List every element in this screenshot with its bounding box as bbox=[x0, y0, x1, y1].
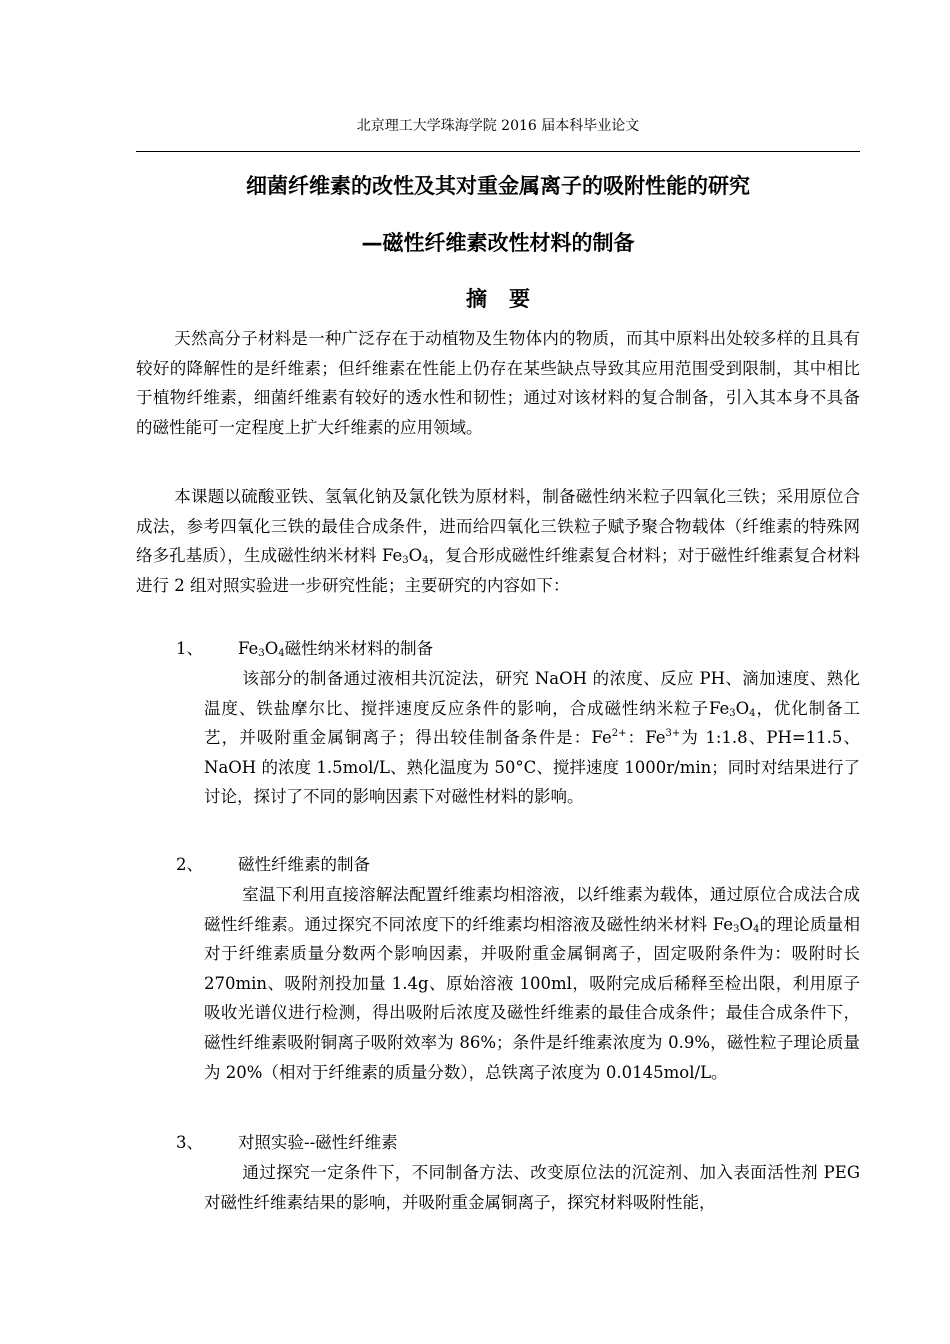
thesis-subtitle: —磁性纤维素改性材料的制备 bbox=[361, 231, 635, 255]
abstract-paragraph-2: 本课题以硫酸亚铁、氢氧化钠及氯化铁为原材料，制备磁性纳米粒子四氧化三铁；采用原位合成法，参考四氧化三铁的最佳合成条件，进而给四氧化三铁粒子赋予聚合物载体（纤维素的特殊网络多孔基质），生成磁性纳米材料 $Fe_3O_4$，复合形成磁性纤维素复合材料；对于磁性纤维素复合材料进行 2 组对照实验进一步研究性能；主要研究的内容如下： bbox=[136, 487, 860, 595]
list-item-2-heading: 2、 磁性纤维素的制备 bbox=[176, 855, 370, 874]
list-item-2-body: 室温下利用直接溶解法配置纤维素均相溶液，以纤维素为载体，通过原位合成法合成磁性纤维素。通过探究不同浓度下的纤维素均相溶液及磁性纳米材料 $Fe_3O_4$的理论质量相对于纤维素质量分数两个影响因素，并吸附重金属铜离子，固定吸附条件为：吸附时长 270min、吸附剂投加量 1.4g、原始溶液 100ml，吸附完成后稀释至检出限，利用原子吸收光谱仪进行检测，得出吸附后浓度及磁性纤维素的最佳合成条件；最佳合成条件下，磁性纤维素吸附铜离子吸附效率为 86%；条件是纤维素浓度为 0.9%，磁性粒子理论质量为 20%（相对于纤维素的质量分数），总铁离子浓度为 0.0145mol/L。 bbox=[204, 885, 861, 1082]
abstract-heading: 摘要 bbox=[466, 287, 552, 311]
thesis-title: 细菌纤维素的改性及其对重金属离子的吸附性能的研究 bbox=[246, 174, 750, 198]
list-item-1-body: 该部分的制备通过液相共沉淀法，研究 NaOH 的浓度、反应 PH、滴加速度、熟化温度、铁盐摩尔比、搅拌速度反应条件的影响，合成磁性纳米粒子$Fe_3O_4$，优化制备工艺，并吸附重金属铜离子；得出较佳制备条件是：$Fe^{2+}$：$Fe^{3+}$为 1:1.8、PH=11.5、NaOH 的浓度 1.5mol/L、熟化温度为 50°C、搅拌速度 1000r/min；同时对结果进行了讨论，探讨了不同的影响因素下对磁性材料的影响。 bbox=[204, 669, 861, 807]
running-header: 北京理工大学珠海学院 2016 届本科毕业论文 bbox=[356, 118, 640, 134]
abstract-paragraph-1: 天然高分子材料是一种广泛存在于动植物及生物体内的物质，而其中原料出处较多样的且具有较好的降解性的是纤维素；但纤维素在性能上仍存在某些缺点导致其应用范围受到限制，其中相比于植物纤维素，细菌纤维素有较好的透水性和韧性；通过对该材料的复合制备，引入其本身不具备的磁性能可一定程度上扩大纤维素的应用领域。 bbox=[136, 329, 860, 437]
list-item-1-heading: 1、 $Fe_3O_4$磁性纳米材料的制备 bbox=[176, 639, 434, 659]
list-item-3-heading: 3、 对照实验--磁性纤维素 bbox=[176, 1133, 398, 1152]
list-item-3-body: 通过探究一定条件下，不同制备方法、改变原位法的沉淀剂、加入表面活性剂 PEG 对磁性纤维素结果的影响，并吸附重金属铜离子，探究材料吸附性能， bbox=[204, 1163, 860, 1212]
header-rule bbox=[136, 151, 860, 152]
